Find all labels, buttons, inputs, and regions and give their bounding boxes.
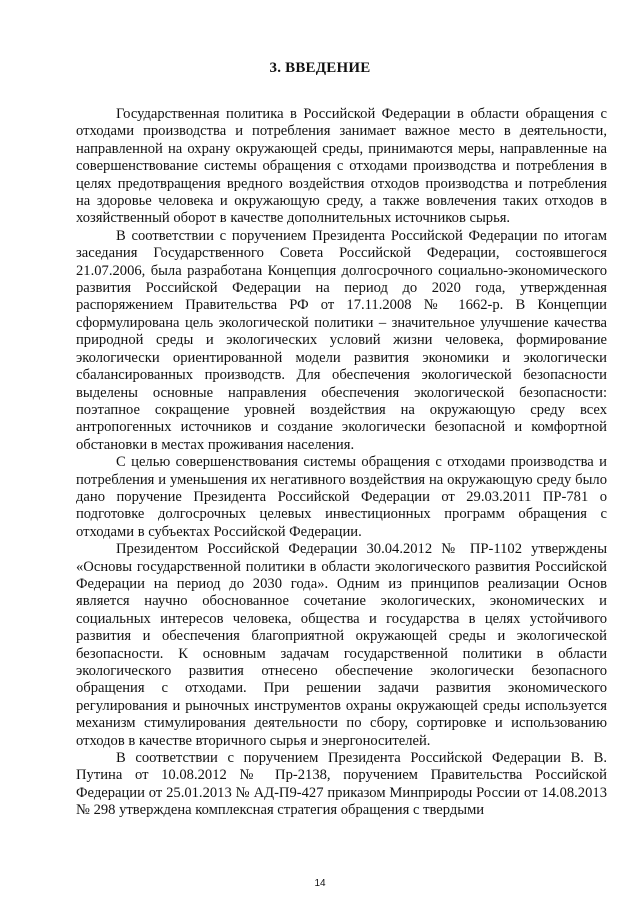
paragraph: В соответствии с поручением Президента Российской Федерации по итогам заседания Государственного Совета Российской Федерации, состоявшегося 21.07.2006, была разработана Концепция долгосрочного социально-экономического развития Российской Федерации на период до 2020 года, утвержденная распоряжением Правительства РФ от 17.11.2008 № 1662-р. В Концепции сформулирована цель экологической политики – значительное улучшение качества природной среды и экологических условий жизни человека, формирование экологически ориентированной модели развития экономики и экологически сбалансированных производств. Для обеспечения экологической безопасности выделены основные направления обеспечения экологической безопасности: поэтапное сокращение уровней воздействия на окружающую среду всех антропогенных источников и создание экологически безопасной и комфортной обстановки в местах проживания населения. — [76, 227, 607, 453]
paragraph: В соответствии с поручением Президента Российской Федерации В. В. Путина от 10.08.2012 № Пр-2138, поручением Правительства Российской Федерации от 25.01.2013 № АД-П9-427 приказом Минприроды России от 14.08.2013 № 298 утверждена комплексная стратегия обращения с твердыми — [76, 750, 607, 819]
section-heading: 3. ВВЕДЕНИЕ — [269, 60, 371, 76]
paragraph: Президентом Российской Федерации 30.04.2012 № ПР-1102 утверждены «Основы государственной политики в области экологического развития Российской Федерации на период до 2030 года». Одним из принципов реализации Основ является научно обоснованное сочетание экологических, экономических и социальных интересов человека, общества и государства в целях устойчивого развития и обеспечения благоприятной окружающей среды и экологической безопасности. К основным задачам государственной политики в области экологического развития отнесено обеспечение экологически безопасного обращения с отходами. При решении задачи развития экономического регулирования и рыночных инструментов охраны окружающей среды используется механизм стимулирования деятельности по сбору, сортировке и использованию отходов в качестве вторичного сырья и энергоносителей. — [76, 541, 607, 749]
body-text — [76, 106, 607, 820]
paragraph: Государственная политика в Российской Федерации в области обращения с отходами производства и потребления занимает важное место в деятельности, направленной на охрану окружающей среды, принимаются меры, направленные на совершенствование системы обращения с отходами производства и потребления в целях предотвращения вредного воздействия отходов производства и потребления на здоровье человека и окружающую среду, а также вовлечения таких отходов в хозяйственный оборот в качестве дополнительных источников сырья. — [76, 106, 607, 227]
page-number: 14 — [314, 878, 326, 889]
paragraph: С целью совершенствования системы обращения с отходами производства и потребления и уменьшения их негативного воздействия на окружающую среду было дано поручение Президента Российской Федерации от 29.03.2011 ПР-781 о подготовке долгосрочных целевых инвестиционных программ обращения с отходами в субъектах Российской Федерации. — [76, 454, 607, 540]
